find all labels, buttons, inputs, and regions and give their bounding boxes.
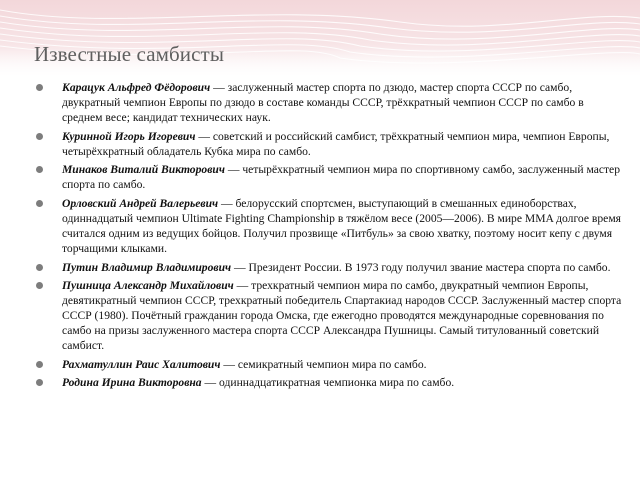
list-item xyxy=(36,162,626,192)
list-item xyxy=(36,196,626,256)
bullet-icon xyxy=(36,133,43,140)
bullet-icon xyxy=(36,166,43,173)
person-description: — одиннадцатикратная чемпионка мира по самбо. xyxy=(201,376,455,390)
list-item xyxy=(36,278,626,353)
bullet-icon xyxy=(36,379,43,386)
bullet-icon xyxy=(36,200,43,207)
person-description: — четырёхкратный чемпион мира по спортивному самбо, заслуженный мастер спорта по самбо. xyxy=(62,163,621,192)
list-item xyxy=(36,260,626,275)
bullet-icon xyxy=(36,264,43,271)
person-description: — Президент России. В 1973 году получил звание мастера спорта по самбо. xyxy=(231,260,611,274)
person-name: Карацук Альфред Фёдорович xyxy=(62,81,211,94)
person-name: Пушница Александр Михайлович xyxy=(62,279,234,293)
header-decoration xyxy=(0,0,640,78)
person-description: — заслуженный мастер спорта по дзюдо, мастер спорта СССР по самбо, двукратный чемпион Европы по дзюдо в составе команды СССР, трёхкратный чемпион СССР по самбо в среднем весе; кандидат технических наук. xyxy=(62,81,584,125)
entry-list xyxy=(36,80,626,394)
person-name: Минаков Виталий Викторович xyxy=(62,163,225,177)
person-description: — советский и российский самбист, трёхкратный чемпион мира, чемпион Европы, четырёхкратный обладатель Кубка мира по самбо. xyxy=(62,129,610,158)
person-description: — семикратный чемпион мира по самбо. xyxy=(220,357,427,371)
list-item xyxy=(36,80,626,125)
list-item xyxy=(36,375,626,390)
person-name: Куринной Игорь Игоревич xyxy=(62,129,196,143)
person-name: Родина Ирина Викторовна xyxy=(62,376,202,390)
list-item xyxy=(36,129,626,159)
bullet-icon xyxy=(36,84,43,91)
slide-title: Известные самбисты xyxy=(34,42,225,66)
list-item xyxy=(36,357,626,372)
person-name: Рахматуллин Раис Халитович xyxy=(62,357,221,371)
person-description: — белорусский спортсмен, выступающий в смешанных единоборствах, одиннадцатый чемпион Ultimate Fighting Championship в тяжёлом весе (2005—2006). В мире MMA долгое время считался одним из ведущих бойцов. Получил прозвище «Питбуль» за свою хватку, поэтому носит кепу с двумя торчащими клыками. xyxy=(62,196,622,256)
person-name: Путин Владимир Владимирович xyxy=(62,260,232,274)
bullet-icon xyxy=(36,282,43,289)
person-description: — трехкратный чемпион мира по самбо, двукратный чемпион Европы, девятикратный чемпион СССР, трехкратный победитель Спартакиад народов СССР. Заслуженный мастер спорта СССР (1980). Почётный гражданин города Омска, где ежегодно проводятся международные соревнования по самбо на призы заслуженного мастера спорта СССР Александра Пушницы. Самый титулованный советский самбист. xyxy=(62,279,622,353)
person-name: Орловский Андрей Валерьевич xyxy=(62,196,219,210)
bullet-icon xyxy=(36,361,43,368)
